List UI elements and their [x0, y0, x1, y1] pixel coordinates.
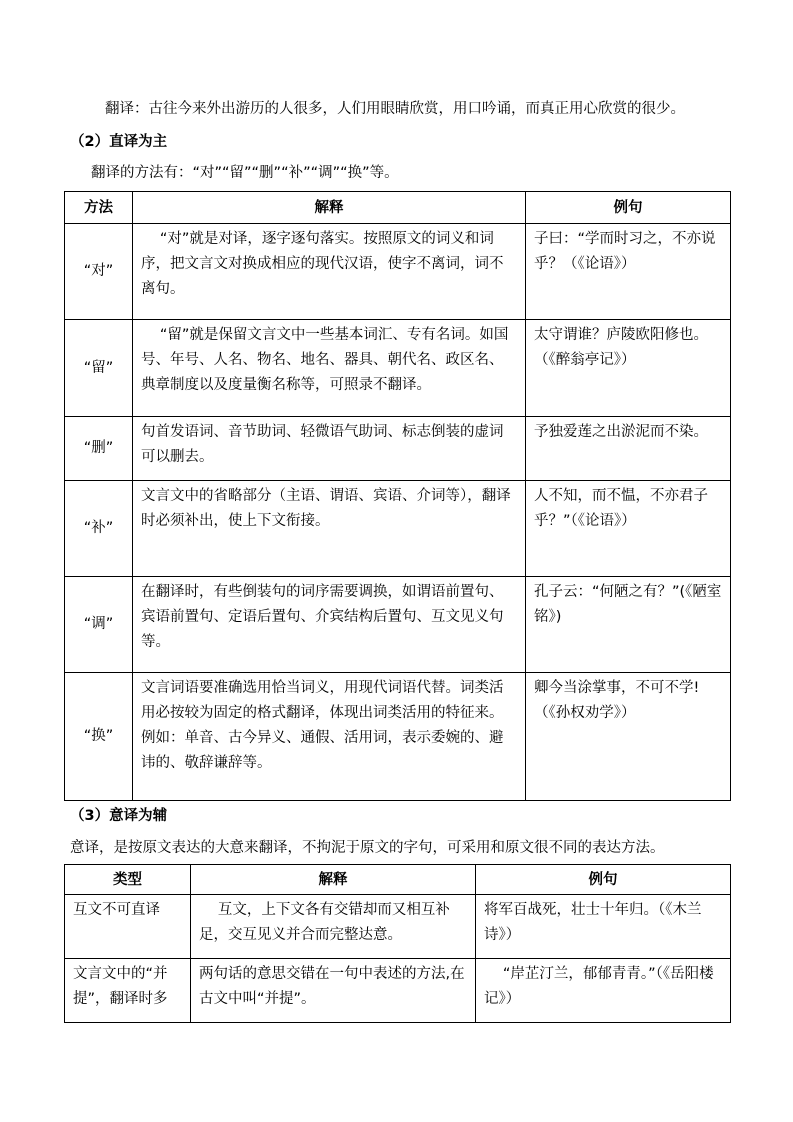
- type-cell: 文言文中的“并提”，翻译时多: [65, 959, 191, 1023]
- example-cell: “岸芷汀兰，郁郁青青。”（《岳阳楼记》）: [476, 959, 731, 1023]
- method-cell: “留”: [65, 320, 133, 417]
- example-cell: 卿今当涂掌事，不可不学!（《孙权劝学》）: [526, 673, 731, 801]
- table-row: [65, 673, 731, 801]
- explain-cell: 文言词语要准确选用恰当词义，用现代词语代替。词类活用必按较为固定的格式翻译，体现出词类活用的特征来。 例如：单音、古今异义、通假、活用词，表示委婉的、避讳的、敬辞谦辞等。: [133, 673, 526, 801]
- header-method: 方法: [65, 192, 133, 224]
- example-cell: 孔子云：“何陋之有？”(《陋室铭》): [526, 577, 731, 673]
- example-cell: 人不知，而不愠，不亦君子乎？”（《论语》）: [526, 481, 731, 577]
- table-row: [65, 577, 731, 673]
- table-row: [65, 417, 731, 481]
- method-cell: “补”: [65, 481, 133, 577]
- type-cell: 互文不可直译: [65, 895, 191, 959]
- table-row: [65, 895, 731, 959]
- header-example: 例句: [526, 192, 731, 224]
- example-cell: 太守谓谁？庐陵欧阳修也。（《醉翁亭记》）: [526, 320, 731, 417]
- table-header-row: [65, 865, 731, 895]
- explain-cell: 句首发语词、音节助词、轻微语气助词、标志倒装的虚词可以删去。: [133, 417, 526, 481]
- section2-desc: 翻译的方法有：“对”“留”“删”“补”“调”“换”等。: [91, 165, 399, 181]
- example-cell: 将军百战死，壮士十年归。（《木兰诗》）: [476, 895, 731, 959]
- example-cell: 子曰：“学而时习之，不亦说乎？（《论语》）: [526, 224, 731, 320]
- header-type: 类型: [65, 865, 191, 895]
- explain-cell: 两句话的意思交错在一句中表述的方法,在古文中叫“并提”。: [191, 959, 476, 1023]
- explain-cell: 互文，上下文各有交错却而又相互补足，交互见义并合而完整达意。: [191, 895, 476, 959]
- table-row: [65, 481, 731, 577]
- method-cell: “对”: [65, 224, 133, 320]
- free-translation-table: [64, 864, 731, 1023]
- method-cell: “删”: [65, 417, 133, 481]
- header-explain: 解释: [191, 865, 476, 895]
- section3-desc: 意译，是按原文表达的大意来翻译，不拘泥于原文的字句，可采用和原文很不同的表达方法。: [70, 840, 665, 856]
- method-cell: “换”: [65, 673, 133, 801]
- explain-cell: 文言文中的省略部分（主语、谓语、宾语、介词等），翻译时必须补出，使上下文衔接。: [133, 481, 526, 577]
- header-explain: 解释: [133, 192, 526, 224]
- table-row: [65, 959, 731, 1023]
- translation-line: 翻译：古往今来外出游历的人很多，人们用眼睛欣赏，用口吟诵，而真正用心欣赏的很少。: [105, 101, 685, 117]
- table-header-row: [65, 192, 731, 224]
- section3-heading: （3）意译为辅: [70, 808, 168, 824]
- header-example: 例句: [476, 865, 731, 895]
- example-cell: 予独爱莲之出淤泥而不染。: [526, 417, 731, 481]
- explain-cell: “留”就是保留文言文中一些基本词汇、专有名词。如国号、年号、人名、物名、地名、器具、朝代名、政区名、典章制度以及度量衡名称等，可照录不翻译。: [133, 320, 526, 417]
- method-cell: “调”: [65, 577, 133, 673]
- table-row: [65, 320, 731, 417]
- method-table: [64, 191, 731, 801]
- explain-cell: 在翻译时，有些倒装句的词序需要调换，如谓语前置句、宾语前置句、定语后置句、介宾结构后置句、互文见义句等。: [133, 577, 526, 673]
- explain-cell: “对”就是对译，逐字逐句落实。按照原文的词义和词序，把文言文对换成相应的现代汉语，使字不离词，词不离句。: [133, 224, 526, 320]
- table-row: [65, 224, 731, 320]
- section2-heading: （2）直译为主: [70, 134, 168, 150]
